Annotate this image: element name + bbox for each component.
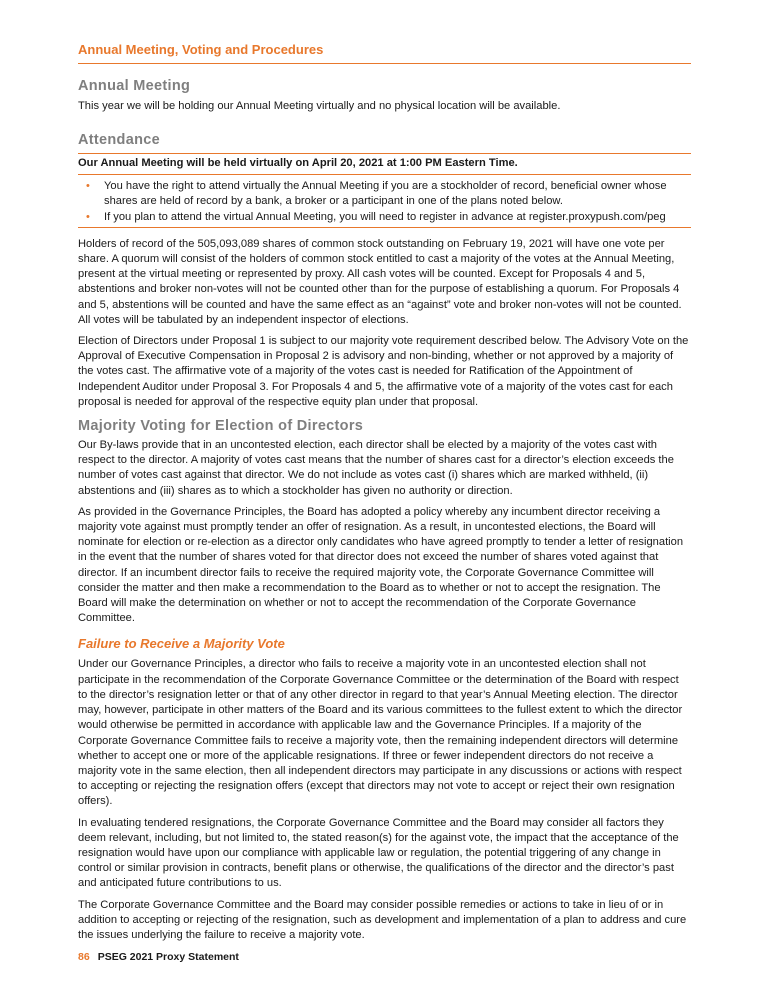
document-page — [78, 0, 691, 1000]
failure-paragraph-3: The Corporate Governance Committee and the Board may consider possible remedies or actions to take in lieu of or in addition to accepting or rejecting of the resignation, such as development and implementation of a plan to address and cure the issues underlying the failure to receive a majority vote. — [78, 898, 687, 941]
page-footer — [78, 951, 239, 964]
bullet-icon: • — [86, 210, 90, 223]
section-header — [78, 41, 691, 64]
failure-heading: Failure to Receive a Majority Vote — [78, 636, 285, 652]
majority-voting-paragraph-2: As provided in the Governance Principles, the Board has adopted a policy whereby any incumbent director receiving a majority vote against must promptly tender an offer of resignation. As a result, in uncontested elections, the Board will nominate for election or re-election as a director only candidates who have agreed promptly to tender a letter of resignation in the event that the number of shares voted for that director does not exceed the number of shares voted against that director. If an incumbent director fails to receive the required majority vote, the Corporate Governance Committee will consider the matter and then make a recommendation to the Board as to whether or not to accept the resignation. The Board will make the determination on whether or not to accept the recommendation of the Corporate Governance Committee. — [78, 505, 684, 625]
majority-voting-heading: Majority Voting for Election of Directors — [78, 418, 364, 435]
attendance-paragraph-2: Election of Directors under Proposal 1 is subject to our majority vote requirement described below. The Advisory Vote on the Approval of Executive Compensation in Proposal 2 is advisory and non-binding, whether or not approved by a majority of the votes cast. The affirmative vote of a majority of the votes cast is needed for Ratification of the Appointment of Independent Auditor under Proposal 3. For Proposals 4 and 5, the affirmative vote of a majority of the votes cast for each proposal is needed for approval of the respective equity plan under that proposal. — [78, 335, 689, 408]
list-item — [78, 210, 691, 225]
page-content — [78, 76, 691, 943]
annual-meeting-heading: Annual Meeting — [78, 78, 191, 94]
callout-title: Our Annual Meeting will be held virtually on April 20, 2021 at 1:00 PM Eastern Time. — [78, 154, 691, 175]
failure-paragraph-2: In evaluating tendered resignations, the Corporate Governance Committee and the Board may consider all factors they deem relevant, including, but not limited to, the stated reason(s) for the against vote, the impact that the acceptance of the resignation would have upon our compliance with applicable law or regulation, the potential triggering of any change in control or similar provision in contracts, benefit plans or otherwise, the qualifications of the director and the director’s past and anticipated future contributions to us. — [78, 816, 679, 890]
attendance-paragraph-1: Holders of record of the 505,093,089 shares of common stock outstanding on February 19, 2021 will have one vote per share. A quorum will consist of the holders of common stock entitled to cast a majority of the votes at the Annual Meeting, present at the virtual meeting or represented by proxy. All cash votes will be counted. Except for Proposals 4 and 5, abstentions and broker non-votes will not be counted other than for the purpose of establishing a quorum. For Proposals 4 and 5, abstentions will be counted and have the same effect as an “against” vote and broker non-votes will not be counted. All votes will be tabulated by an independent inspector of elections. — [78, 237, 682, 326]
attendance-callout — [78, 153, 691, 228]
failure-paragraph-1: Under our Governance Principles, a director who fails to receive a majority vote in an uncontested election shall not participate in the recommendation of the Corporate Governance Committee or the determination of the Board with respect to the director’s resignation letter or that of any other director in regard to that year’s Annual Meeting election. The director may, however, participate in other matters of the Board and its various committees to the fullest extent to which the director would otherwise be permitted in accordance with applicable law and the Governance Principles. If a majority of the Corporate Governance Committee fails to receive a majority vote, then the remaining independent directors will determine whether to accept one or more of the applicable resignations. If three or fewer independent directors do not receive a majority vote in the same election, then all independent directors may participate in any discussions or actions with respect to accepting or rejecting the resignation offers (except that directors may not vote to accept or reject their own resignation offers). — [78, 658, 683, 808]
list-item-text: You have the right to attend virtually the Annual Meeting if you are a stockholder of record, beneficial owner whose shares are held of record by a bank, a broker or a participant in one of the plans noted below. — [104, 180, 667, 208]
majority-voting-paragraph-1: Our By-laws provide that in an uncontested election, each director shall be elected by a majority of the votes cast with respect to the director. A majority of votes cast means that the number of shares cast for a director’s election exceeds the number of votes cast against that director. We do not include as votes cast (i) shares which are marked withheld, (ii) abstentions and (iii) shares as to which a stockholder has given no authority or direction. — [78, 439, 674, 497]
document-title: PSEG 2021 Proxy Statement — [97, 951, 239, 963]
page-number: 86 — [78, 951, 90, 963]
bullet-icon: • — [86, 180, 90, 193]
list-item — [78, 179, 691, 209]
annual-meeting-text: This year we will be holding our Annual Meeting virtually and no physical location will be available. — [78, 100, 561, 112]
section-title: Annual Meeting, Voting and Procedures — [78, 42, 324, 57]
list-item-text: If you plan to attend the virtual Annual Meeting, you will need to register in advance at register.proxypush.com/peg — [104, 210, 666, 223]
attendance-bullet-list — [78, 175, 691, 227]
attendance-heading: Attendance — [78, 132, 160, 149]
